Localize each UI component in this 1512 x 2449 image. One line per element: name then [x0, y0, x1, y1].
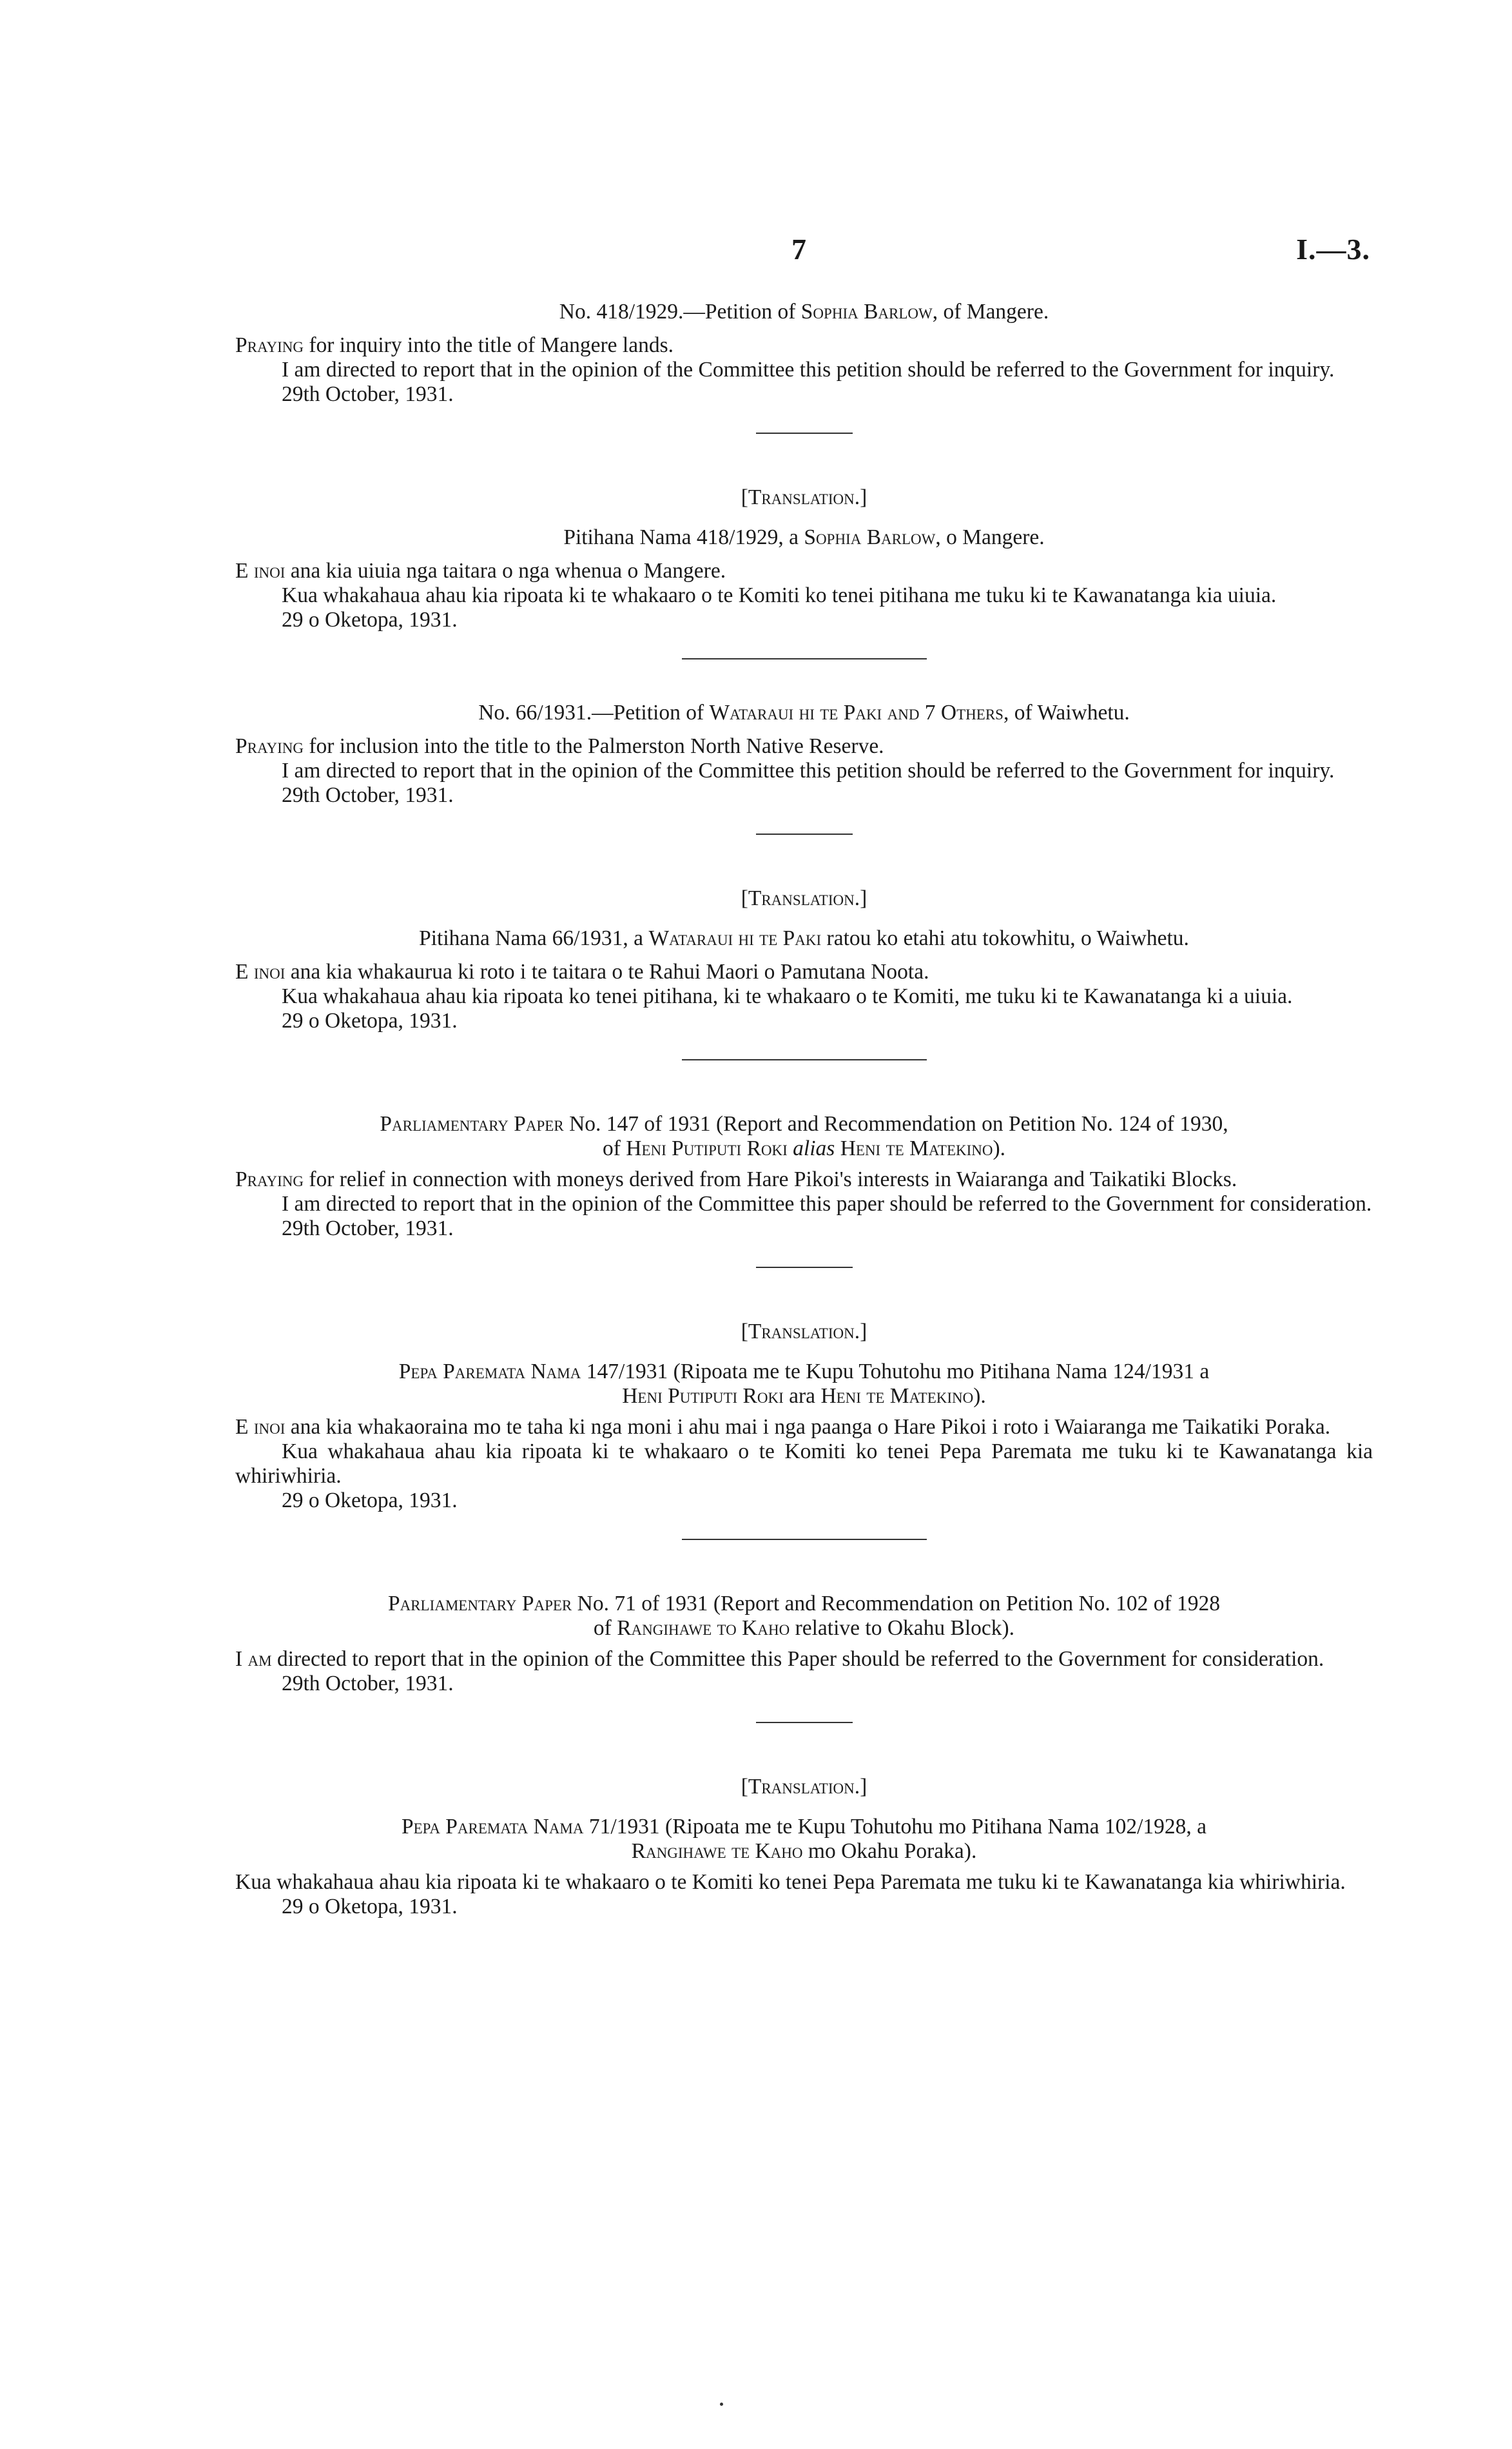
- report-paragraph: I am directed to report that in the opinion of the Committee this petition should be referred to the Government for inquiry.: [282, 759, 1335, 783]
- praying-paragraph: Praying for inclusion into the title to the Palmerston North Native Reserve.: [235, 734, 884, 758]
- translation-title: Pepa Paremata Nama 147/1931 (Ripoata me te Kupu Tohutohu mo Pitihana Nama 124/1931 a Heni Putiputi Roki ara Heni te Matekino).: [398, 1360, 1210, 1408]
- parliamentary-paper-71-1931: [235, 1592, 1373, 1696]
- paper-title: Parliamentary Paper No. 71 of 1931 (Report and Recommendation on Petition No. 102 of 1928 of Rangihawe to Kaho relative to Okahu Block).: [387, 1592, 1221, 1640]
- einoi-paragraph: E inoi ana kia uiuia nga taitara o nga whenua o Mangere.: [235, 559, 726, 583]
- page-header: [0, 232, 1512, 271]
- document-body: [235, 300, 1373, 1919]
- praying-paragraph: Praying for inquiry into the title of Mangere lands.: [235, 333, 674, 357]
- report-paragraph: I am directed to report that in the opinion of the Committee this Paper should be referred to the Government for consideration.: [235, 1647, 1324, 1671]
- report-paragraph: I am directed to report that in the opinion of the Committee this petition should be referred to the Government for inquiry.: [282, 358, 1335, 382]
- petition-418-1929: [235, 300, 1373, 407]
- date: 29th October, 1931.: [282, 1672, 454, 1695]
- translation-title: Pitihana Nama 66/1931, a Wataraui hi te Paki ratou ko etahi atu tokowhitu, o Waiwhetu.: [419, 926, 1189, 950]
- date: 29 o Oketopa, 1931.: [282, 608, 458, 632]
- report-paragraph: Kua whakahaua ahau kia ripoata ki te whakaaro o te Komiti ko tenei Pepa Paremata me tuku ki te Kawanatanga kia whiriwhiria.: [235, 1439, 1373, 1488]
- paper-title: Parliamentary Paper No. 147 of 1931 (Report and Recommendation on Petition No. 124 of 1930, of Heni Putiputi Roki alias Heni te Matekino).: [380, 1112, 1228, 1160]
- praying-paragraph: Praying for relief in connection with moneys derived from Hare Pikoi's interests in Waiaranga and Taikatiki Blocks.: [235, 1167, 1237, 1191]
- einoi-paragraph: E inoi ana kia whakaurua ki roto i te taitara o te Rahui Maori o Pamutana Noota.: [235, 960, 929, 984]
- date: 29th October, 1931.: [282, 783, 454, 807]
- report-paragraph: I am directed to report that in the opinion of the Committee this paper should be referred to the Government for consideration.: [282, 1192, 1372, 1216]
- date: 29 o Oketopa, 1931.: [282, 1009, 458, 1033]
- document-reference: I.—3.: [1296, 233, 1370, 266]
- translation-heading: [Translation.]: [741, 886, 867, 910]
- petition-66-1931: [235, 701, 1373, 808]
- translation-66-1931: [235, 886, 1373, 1033]
- print-mark: [720, 2403, 723, 2406]
- translation-heading: [Translation.]: [741, 1775, 867, 1799]
- petition-title: No. 66/1931.—Petition of Wataraui hi te Paki and 7 Others, of Waiwhetu.: [478, 701, 1130, 725]
- translation-title: Pepa Paremata Nama 71/1931 (Ripoata me te Kupu Tohutohu mo Pitihana Nama 102/1928, a Rangihawe te Kaho mo Okahu Poraka).: [401, 1815, 1207, 1863]
- parliamentary-paper-147-1931: [235, 1112, 1373, 1241]
- report-paragraph: Kua whakahaua ahau kia ripoata ki te whakaaro o te Komiti ko tenei pitihana me tuku ki te Kawanatanga kia uiuia.: [282, 583, 1277, 607]
- translation-418-1929: [235, 485, 1373, 632]
- petition-title: No. 418/1929.—Petition of Sophia Barlow, of Mangere.: [559, 300, 1049, 324]
- page-number: 7: [791, 233, 806, 266]
- translation-71-1931: [235, 1775, 1373, 1919]
- translation-heading: [Translation.]: [741, 485, 867, 509]
- date: 29th October, 1931.: [282, 382, 454, 406]
- report-paragraph: Kua whakahaua ahau kia ripoata ki te whakaaro o te Komiti ko tenei Pepa Paremata me tuku ki te Kawanatanga kia whiriwhiria.: [235, 1870, 1346, 1894]
- translation-147-1931: [235, 1320, 1373, 1513]
- date: 29th October, 1931.: [282, 1216, 454, 1240]
- translation-heading: [Translation.]: [741, 1320, 867, 1343]
- date: 29 o Oketopa, 1931.: [282, 1895, 458, 1918]
- date: 29 o Oketopa, 1931.: [282, 1488, 458, 1512]
- translation-title: Pitihana Nama 418/1929, a Sophia Barlow, o Mangere.: [563, 525, 1045, 549]
- einoi-paragraph: E inoi ana kia whakaoraina mo te taha ki nga moni i ahu mai i nga paanga o Hare Pikoi i roto i Waiaranga me Taikatiki Poraka.: [235, 1415, 1331, 1439]
- report-paragraph: Kua whakahaua ahau kia ripoata ko tenei pitihana, ki te whakaaro o te Komiti, me tuku ki te Kawanatanga ki a uiuia.: [282, 984, 1293, 1008]
